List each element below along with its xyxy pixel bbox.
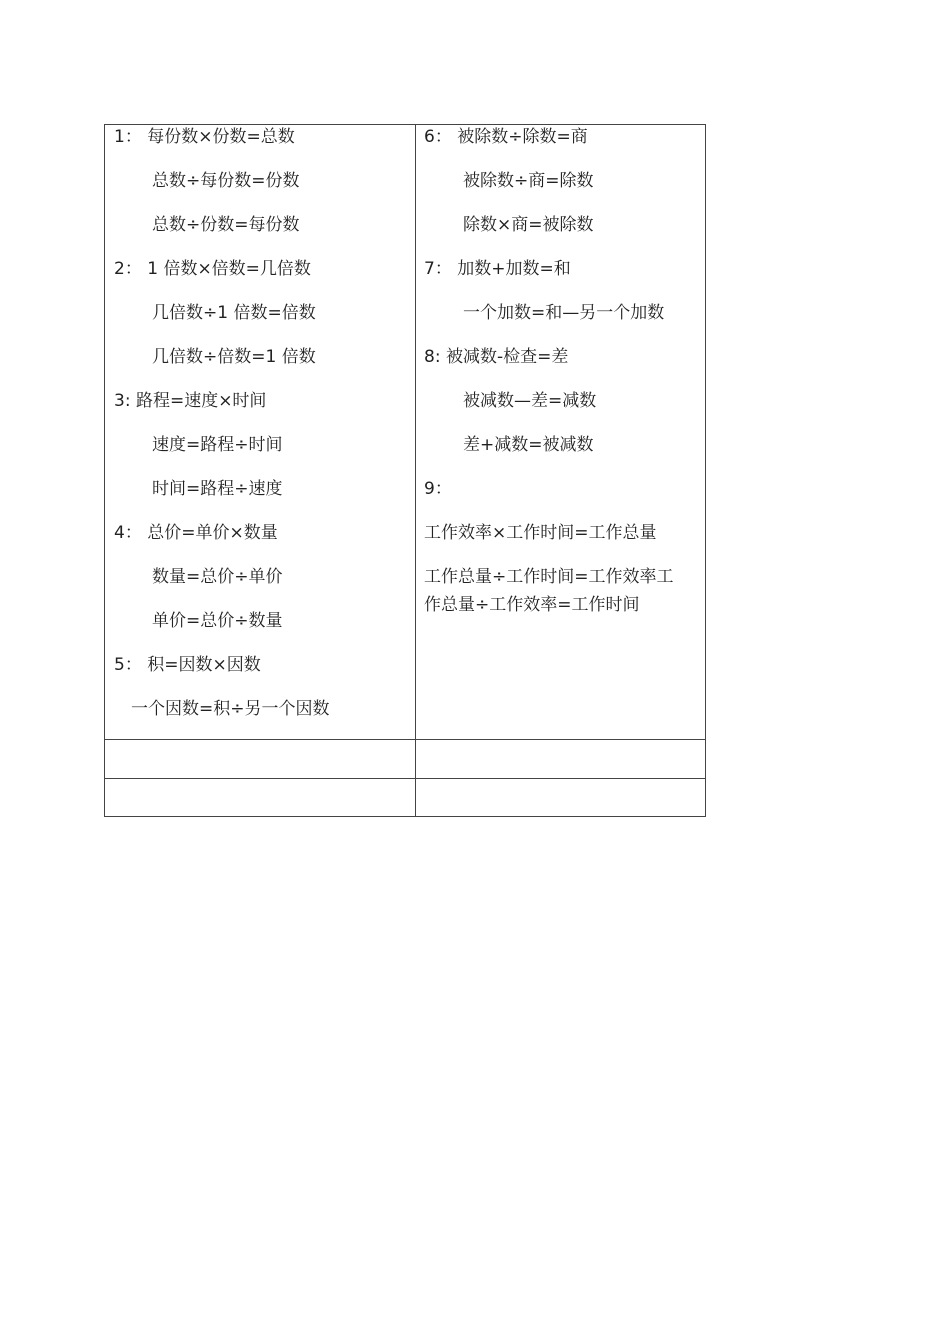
formula-row: [105, 125, 706, 740]
formula-8-heading: 8: 被减数-检查=差: [424, 347, 569, 367]
formula-9-line-2: 工作效率×工作时间=工作总量: [424, 523, 657, 543]
empty-cell-left: [105, 779, 416, 817]
formula-6-line-2: 被除数÷商=除数: [463, 171, 594, 191]
formula-9-line-3: 工作总量÷工作时间=工作效率工: [424, 567, 674, 587]
formula-1-line-2: 总数÷每份数=份数: [152, 171, 300, 191]
formula-4-heading: 4： 总价=单价×数量: [114, 523, 278, 543]
empty-cell-left: [105, 740, 416, 779]
formula-5-heading: 5： 积=因数×因数: [114, 655, 261, 675]
empty-row: [105, 740, 706, 779]
formula-2-line-2: 几倍数÷1 倍数=倍数: [152, 303, 316, 323]
formula-3-line-2: 速度=路程÷时间: [152, 435, 283, 455]
empty-cell-right: [416, 740, 706, 779]
right-formula-cell: [416, 125, 706, 740]
formula-7-line-2: 一个加数=和—另一个加数: [463, 303, 665, 323]
formula-7-heading: 7： 加数+加数=和: [424, 259, 571, 279]
formula-1-heading: 1： 每份数×份数=总数: [114, 127, 295, 147]
formula-6-heading: 6： 被除数÷除数=商: [424, 127, 588, 147]
formula-1-line-3: 总数÷份数=每份数: [152, 215, 300, 235]
formula-4-line-3: 单价=总价÷数量: [152, 611, 283, 631]
formula-2-heading: 2： 1 倍数×倍数=几倍数: [114, 259, 311, 279]
formula-8-line-2: 被减数—差=减数: [463, 391, 597, 411]
formula-5-line-2: 一个因数=积÷另一个因数: [131, 699, 330, 719]
formula-6-line-3: 除数×商=被除数: [463, 215, 594, 235]
formula-table: [104, 124, 706, 817]
empty-row: [105, 779, 706, 817]
formula-2-line-3: 几倍数÷倍数=1 倍数: [152, 347, 316, 367]
formula-4-line-2: 数量=总价÷单价: [152, 567, 283, 587]
left-formula-cell: [105, 125, 416, 740]
formula-9-line-4: 作总量÷工作效率=工作时间: [424, 595, 640, 615]
formula-3-heading: 3: 路程=速度×时间: [114, 391, 267, 411]
formula-9-heading: 9：: [424, 479, 452, 499]
empty-cell-right: [416, 779, 706, 817]
formula-8-line-3: 差+减数=被减数: [463, 435, 594, 455]
formula-3-line-3: 时间=路程÷速度: [152, 479, 283, 499]
